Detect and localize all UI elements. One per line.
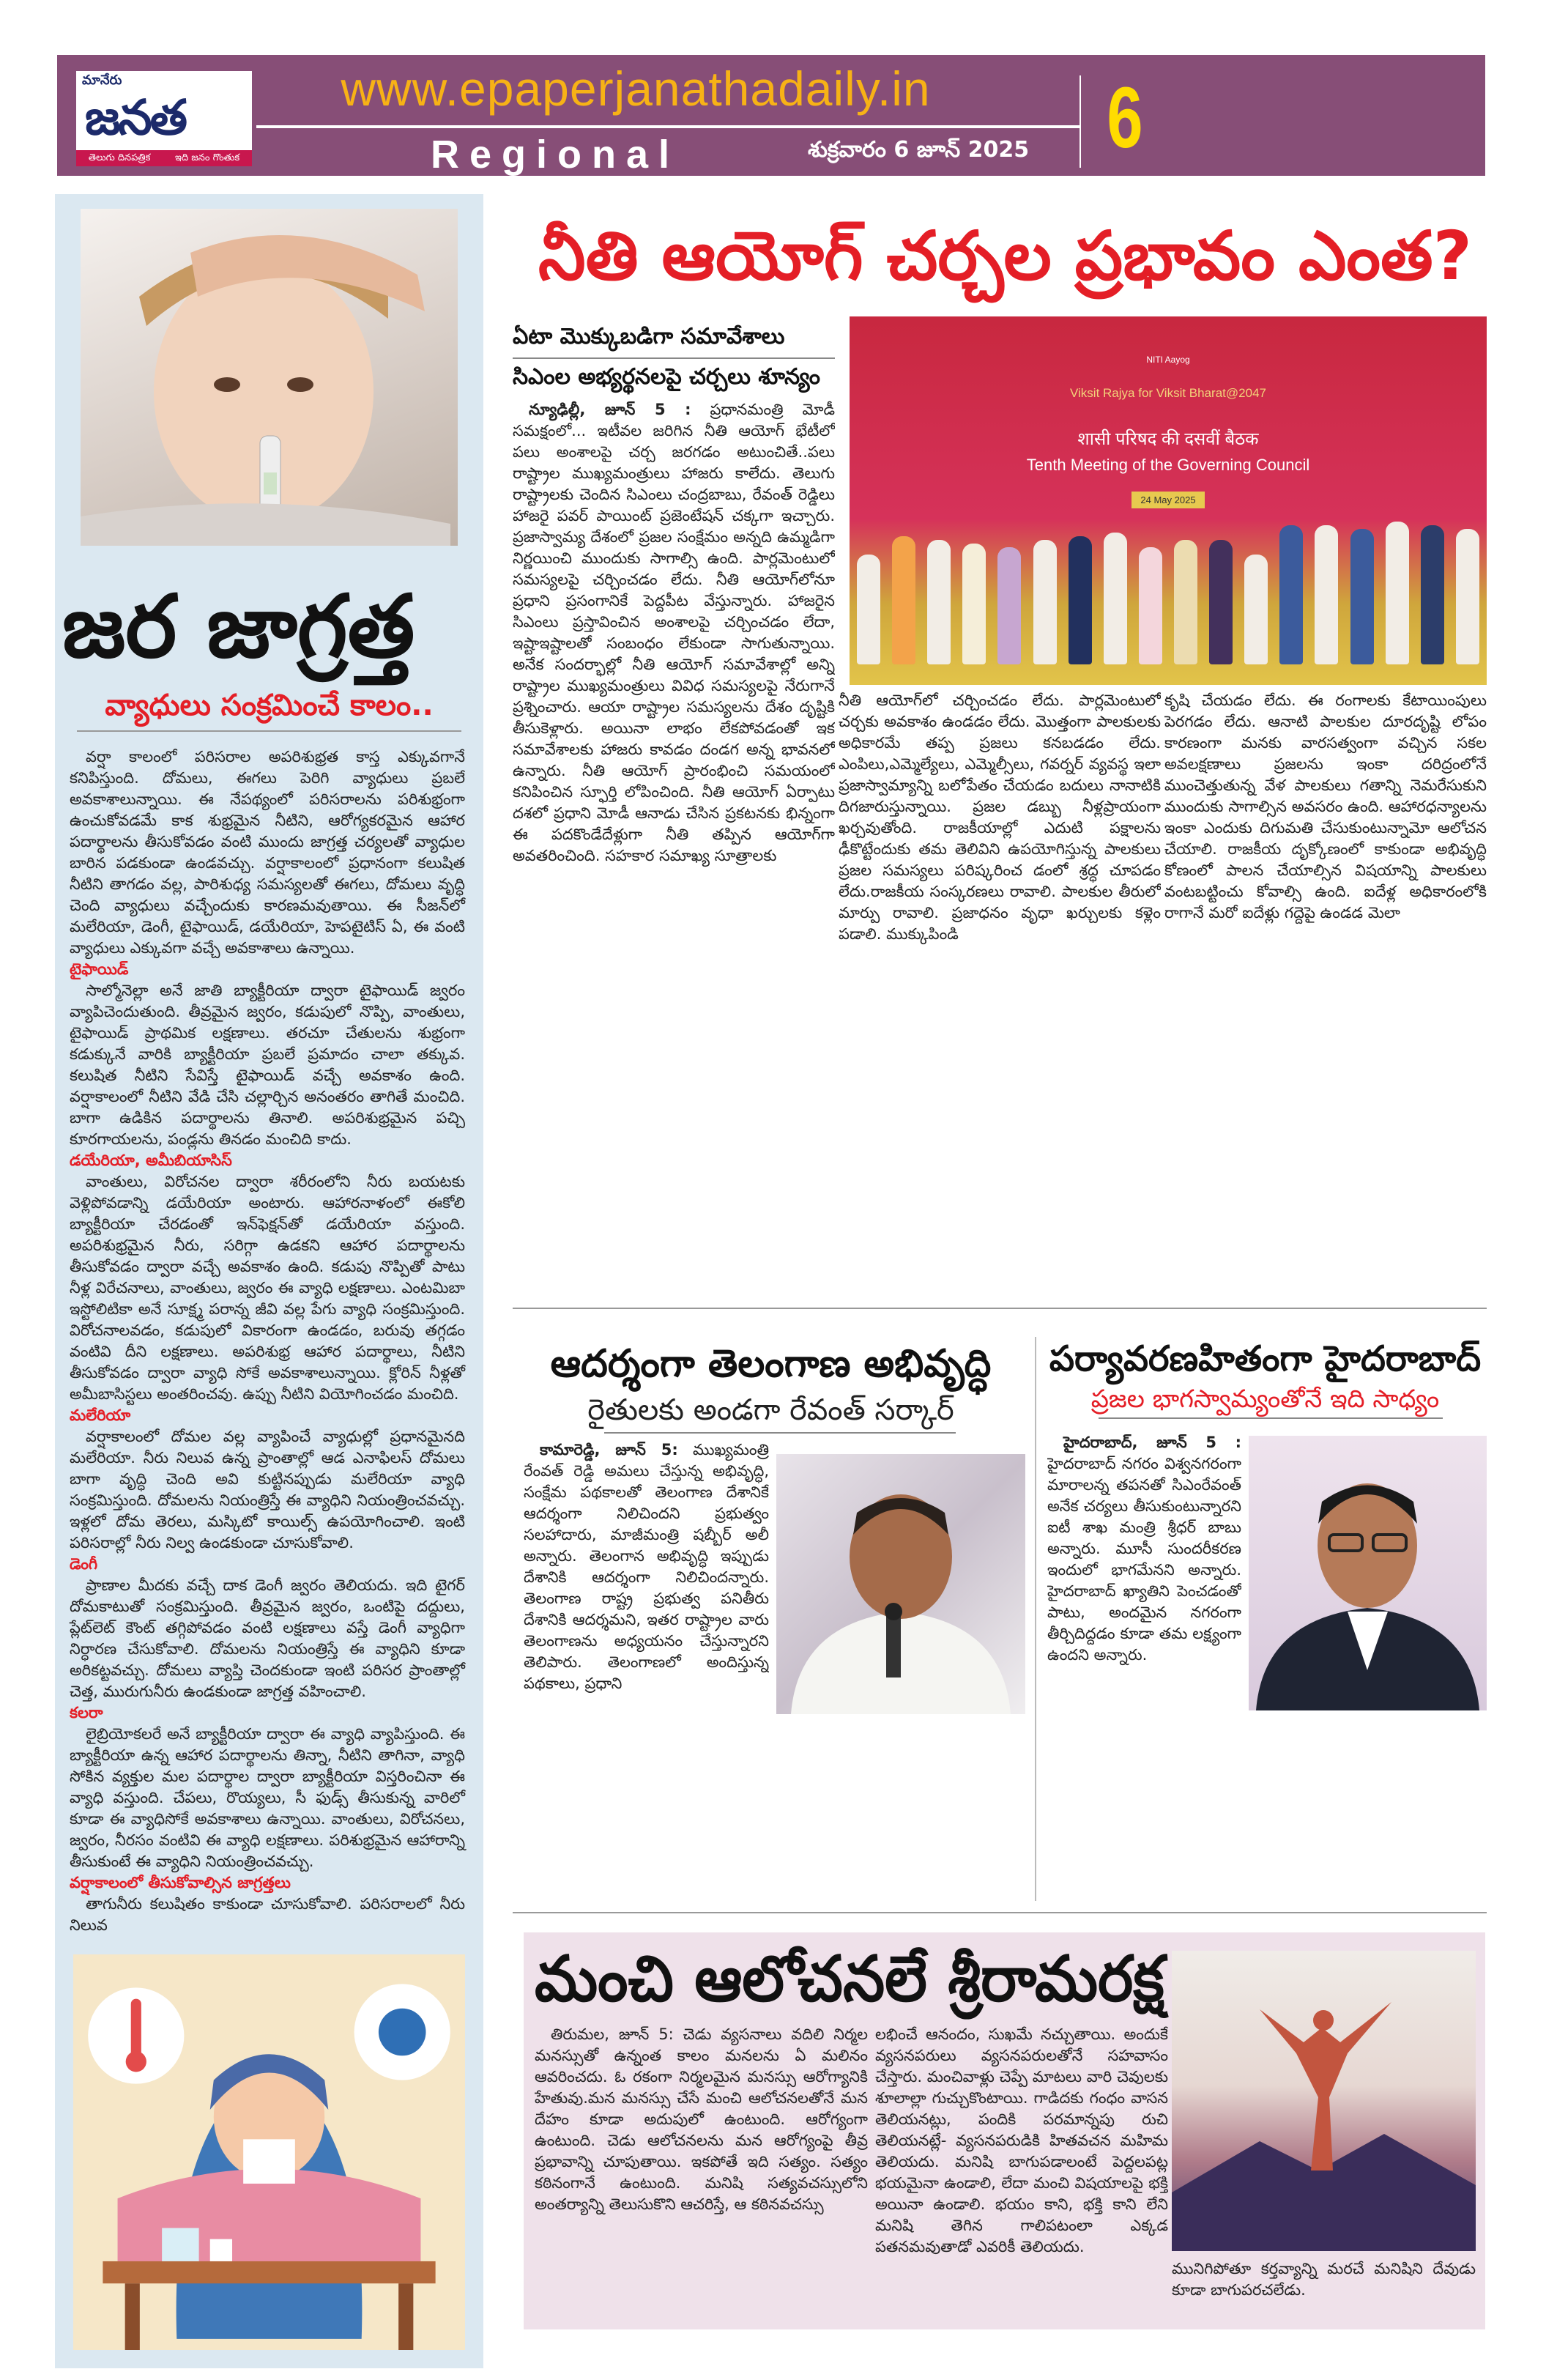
hyderabad-dateline: హైదరాబాద్, జూన్ 5 :: [1063, 1434, 1241, 1451]
section-text: వర్షాకాలంలో దోమల వల్ల వ్యాపించే వ్యాధుల్లో ప్రధానమైనది మలేరియా. నీరు నిలువ ఉన్న ప్రాంతాల్లో ఆడ ఎనాఫిలస్ దోమలు బాగా వృద్ధి చెంది అవి కుట్టినప్పుడు మలేరియా వ్యాధి సంక్రమిస్తుంది. దోమలను నియంత్రిస్తే ఈ వ్యాధిని నియంత్రించవచ్చు. ఇళ్లలో దోమ తెరలు, మస్కిటో కాయిల్స్ ఉపయోగించాలి. ఇంటి పరిసరాల్లో నీరు నిల్వ ఉండకుండా చూసుకోవాలి.: [70, 1428, 465, 1552]
section-text: వాంతులు, విరోచనల ద్వారా శరీరంలోని నీరు బయటకు వెళ్లిపోవడాన్ని డయేరియా అంటారు. ఆహారనాళంలో ఈకోలి బ్యాక్టీరియా చేరడంతో ఇన్‌ఫెక్షన్‌తో డయేరియా వస్తుంది. అపరిశుభ్రమైన నీరు, సరిగ్గా ఉడకని ఆహార పదార్థాలను తీసుకోవడం ద్వారా వచ్చే అవకాశం ఉంది. కడుపు నొప్పితో పాటు నీళ్ల విరేచనాలు, వాంతులు, జ్వరం ఈ వ్యాధి లక్షణాలు. ఎంటమిబా ఇస్టోలిటికా అనే సూక్ష్మ పరాన్న జీవి వల్ల పేగు వ్యాధి సంక్రమిస్తుంది. విరోచనాలవడం, కడుపులో వికారంగా ఉండడం, బరువు తగ్గడం వంటివి దీని లక్షణాలు. అపరిశుభ్ర ఆహార పదార్థాలు, నీటిని తీసుకోవడం ద్వారా వ్యాధి సోకే అవకాశాలున్నాయి. క్లోరిన్ నీళ్లతో అమీబాసిస్టలు అంతరించవు. ఉప్పు నీటిని వియోగించడం మంచిది.: [70, 1173, 465, 1403]
divider: [513, 1308, 1487, 1309]
section-heading: డయేరియా, అమీబియాసిస్: [70, 1152, 232, 1169]
section-text: ప్రాణాల మీదకు వచ్చే దాక డెంగీ జ్వరం తెలియదు. ఇది టైగర్ దోమకాటుతో సంక్రమిస్తుంది. తీవ్రమైన జ్వరం, ఒంటిపై దద్దులు, ప్లేట్‌లెట్ కౌంట్ తగ్గిపోవడం వంటి లక్షణాలు వస్తే డెంగీ వ్యాధిగా నిర్ధారణ చేసుకోవాలి. దోమలను నియంత్రిస్తే ఈ వ్యాధిని కూడా అరికట్టవచ్చు. దోమలు వ్యాప్తి చెందకుండా ఇంటి పరిసర ప్రాంతాల్లో చెత్త, మురుగునీరు ఉండకుండా జాగ్రత్త వహించాలి.: [70, 1576, 465, 1700]
feature-intro: వర్షా కాలంలో పరిసరాల అపరిశుభ్రత కాస్త ఎక్కువగానే కనిపిస్తుంది. దోమలు, ఈగలు పెరిగి వ్యాధులు ప్రబలే అవకాశాలున్నాయి. ఈ నేపథ్యంలో పరిసరాలను పరిశుభ్రంగా ఉంచుకోవడమే కాక శుభ్రమైన నీటిని, ఆరోగ్యకరమైన ఆహార పదార్థాలను తీసుకోవడం వంటి ముందు జాగ్రత్త చర్యలతో వ్యాధుల బారిన పడకుండా ఉండవచ్చు. వర్షాకాలంలో ప్రధానంగా కలుషిత నీటిని తాగడం వల్ల, పారిశుధ్య సమస్యలతో ఈగలు, దోమలు వృద్ధి చెంది వ్యాధులు వచ్చేందుకు కారణమవుతాయి. ఈ సీజన్‌లో మలేరియా, డెంగీ, టైఫాయిడ్, డయేరియా, హెపటైటిస్ ఏ, ఈ వంటి వ్యాధులు ఎక్కువగా వచ్చే అవకాశాలు ఉన్నాయి.: [70, 748, 465, 957]
flu-illustration-image: [73, 1954, 465, 2350]
lead-dateline: న్యూఢిల్లీ, జూన్ 5 :: [529, 401, 691, 418]
sriramaraksha-story-box: [524, 1932, 1485, 2329]
lead-body-column-2: [839, 690, 1161, 1304]
photo-date-text: 24 May 2025: [1131, 492, 1204, 508]
masthead: [57, 55, 1485, 176]
photo-hindi-text: शासी परिषद की दसवीं बैठक: [1077, 429, 1259, 449]
lead-text: కృషి చేయడం లేదు. ఈ రంగాలకు కేటాయింపులు పెరగడం లేదు. ఆనాటి పాలకుల దూరదృష్టి లోపం కారణంగా మనకు వారసత్వంగా వచ్చిన సకల అవలక్షణాలు ప్రజలను ఇంకా దరిద్రంలోనే ముంచెత్తుతున్న వేళ పాలకులు గతాన్ని నెమరేసుకుని ముందుకు సాగాల్సిన అవసరం ఉంది. ఆహారధన్యాలను ఇంకా ఎందుకు దిగుమతి చేసుకుంటున్నామో ఆలోచన చేయాలి. రాజకీయ దృక్కోణంలో కాకుండా అభివృద్ధి కోణంలో పాలన చేయాల్సిన విషయాన్ని పాలకులు వంటబట్టించు కోవాల్సి ఉంది. ఐదేళ్ల అధికారంలోకి రాగానే మరో ఐదేళ్లు గద్దెపై ఉండడ మెలా: [1164, 692, 1487, 922]
sriramaraksha-column-1: [535, 2024, 868, 2321]
minister-image: [1249, 1436, 1487, 1710]
lead-deck-2: సిఎంల అభ్యర్థనలపై చర్చలు శూన్యం: [513, 364, 821, 390]
section-text: తాగునీరు కలుషితం కాకుండా చూసుకోవాలి. పరిసరాలలో నీరు నిలువ: [70, 1895, 465, 1934]
feature-body: [70, 746, 465, 1936]
website-url[interactable]: www.epaperjanathadaily.in: [341, 62, 931, 116]
woman-silhouette-image: [1172, 1951, 1476, 2251]
logo-tag-left: తెలుగు దినపత్రిక: [88, 152, 151, 163]
section-heading: టైఫాయిడ్: [70, 960, 129, 978]
divider: [1099, 1417, 1443, 1419]
divider: [77, 730, 461, 732]
hyderabad-text: హైదరాబాద్ నగరం విశ్వనగరంగా మారాలన్న తపనతో సిఎంరేవంత్ అనేక చర్యలు తీసుకుంటున్నారని ఐటీ శాఖ మంత్రి శ్రీధర్ బాబు అన్నారు. మూసీ సుందరీకరణ ఇందులో భాగమేనని అన్నారు. హైదరాబాద్ ఖ్యాతిని పెంచడంతో పాటు, అందమైన నగరంగా తీర్చిదిద్దడం కూడా తమ లక్ష్యంగా ఉందని అన్నారు.: [1047, 1455, 1241, 1664]
section-heading: డెంగీ: [70, 1555, 98, 1573]
health-feature-panel: [55, 194, 483, 2368]
section-heading: వర్షాకాలంలో తీసుకోవాల్సిన జాగ్రత్తలు: [70, 1874, 291, 1891]
child-thermometer-image: [81, 209, 450, 546]
telangana-text: ముఖ్యమంత్రి రేంవత్ రెడ్డి అమలు చేస్తున్న అభివృద్ధి, సంక్షేమ పథకాలతో తెలంగాణ దేశానికే ఆదర్శంగా నిలిచిందని ప్రభుత్వం సలహాదారు, మాజీమంత్రి షబ్బీర్ అలీ అన్నారు. తెలంగాన అభివృద్ధి ఇప్పుడు దేశానికి ఆదర్శంగా నిలిచిందన్నారు. తెలంగాణ రాష్ట్ర ప్రభుత్వ పనితీరు దేశానికి ఆదర్శమని, ఇతర రాష్ట్రాల వారు తెలంగాణను అధ్యయనం చేస్తున్నారని తెలిపారు. తెలంగాణలో అందిస్తున్న పథకాలు, ప్రధాని: [524, 1441, 769, 1692]
sriramaraksha-text: తిరుమల, జూన్ 5: చెడు వ్యసనాలు వదిలి నిర్మల మనస్సుతో ఉన్నంత కాలం మనలను ఏ మలినం ఆవరించదు. ఓ రకంగా నిర్మలమైన మనస్సు ఆరోగ్యానికి హేతువు.మన మనస్సు చేసే మంచి ఆలోచనలతోనే మన దేహం కూడా అదుపులో ఉంటుంది. ఆరోగ్యంగా ఉంటుంది. చెడు ఆలోచనలను మన ఆరోగ్యంపై తీవ్ర ప్రభావాన్ని చూపుతాయి. ఇకపోతే ఇది సత్యం. సత్యం కఠినంగానే ఉంటుంది. మనిషి సత్యవచస్సులోని అంతర్యాన్ని తెలుసుకొని ఆచరిస్తే, ఆ కఠినవచస్సు: [535, 2025, 868, 2213]
section-text: సాల్మోనెల్లా అనే జాతి బ్యాక్టీరియా ద్వారా టైఫాయిడ్ జ్వరం వ్యాపిచెందుతుంది. తీవ్రమైన జ్వరం, కడుపులో నొప్పి, వాంతులు, టైఫాయిడ్ ప్రాథమిక లక్షణాలు. తరచూ చేతులను శుభ్రంగా కడుక్కునే వారికి బ్యాక్టీరియా ప్రబలే ప్రమాదం చాలా తక్కువ. కలుషిత నీటిని సేవిస్తే టైఫాయిడ్ వచ్చే అవకాశం ఉంది. వర్షాకాలంలో నీటిని వేడి చేసి చల్లార్చిన అనంతరం తాగితే మంచిది. బాగా ఉడికిన పదార్థాలను తినాలి. అపరిశుభ్రమైన పచ్చి కూరగాయలను, పండ్లను తినడం మంచిది కాదు.: [70, 982, 465, 1148]
logo-name: జనత: [85, 89, 185, 146]
sick-woman-illustration: [73, 1954, 465, 2350]
photo-title-text: Tenth Meeting of the Governing Council: [1026, 456, 1310, 474]
photo-org-text: NITI Aayog: [1146, 355, 1190, 365]
logo-tagline-band: [76, 150, 252, 166]
newspaper-logo[interactable]: [76, 71, 252, 166]
logo-tag-right: ఇది జనం గొంతుక: [175, 152, 240, 163]
lead-text: నీతి ఆయోగ్‌లో చర్చించడం లేదు. పార్లమెంటులో చర్చకు అవకాశం ఉండడం లేదు. మొత్తంగా పాలకులకు అధికారమే తప్ప ప్రజలు కనబడడం లేదు. ఎంపిలు,ఎమ్మెల్యేలు, ఎమ్మెల్సీలు, గవర్నర్ వ్యవస్థ ఇలా ప్రజాస్వామ్యాన్ని బలోపేతం చేయడం బదులు నానాటికి దిగజారుస్తున్నాయి. ప్రజల డబ్బు నీళ్లప్రాయంగా ఖర్చవుతోంది. రాజకీయాల్లో ఎదుటి పక్షాలను ఢీకొట్టేందుకు తమ తెలివిని ఉపయోగిస్తున్న పాలకులు ప్రజల సమస్యలు పరిష్కరించ డంలో శ్రద్ధ చూపడం లేదు.రాజకీయ సంస్కరణలు రావాలి. పాలకుల తీరులో మార్పు రావాలి. ప్రజాధనం వృధా ఖర్చులకు కళ్లెం పడాలి. ముక్కుపిండి: [839, 692, 1161, 943]
lead-text: ప్రధానమంత్రి మోడీ సమక్షంలో... ఇటీవల జరిగిన నీతి ఆయోగ్ భేటీలో పలు అంశాలపై చర్చ జరగడం అటుంచితే..పలు రాష్ట్రాల ముఖ్యమంత్రులు హాజరు కాలేదు. తెలుగు రాష్ట్రాలకు చెందిన సిఎంలు చంద్రబాబు, రేవంత్ రెడ్డిలు హాజరై పవర్ పాయింట్ ప్రజెంటేషన్ చక్కగా ఇచ్చారు. ప్రజాస్వామ్య దేశంలో ప్రజల సంక్షేమం అన్నది ఉమ్మడిగా నిర్ణయించి ముందుకు సాగాల్సి ఉంది. పార్లమెంటులో సమస్యలపై చర్చించడం లేదు. నీతి ఆయోగ్‌లోనూ ప్రధాని ప్రసంగానికే పెద్దపీట వేస్తున్నారు. హాజరైన సిఎంలు ప్రస్తావించిన అంశాలపై చర్చించడం లేదా, ఇష్టాఇష్టాలతో సంబంధం లేకుండా సాగుతున్నాయి. అనేక సందర్భాల్లో నీతి ఆయోగ్ సమావేశాల్లో అన్ని రాష్ట్రాల ముఖ్యమంత్రులు వివిధ సమస్యలపై నేరుగానే ప్రశ్నించారు. ఆయా రాష్ట్రాల సమస్యలను దేశం దృష్టికి తీసుకెళ్లారు. అయినా లాభం లేకపోవడంతో ఇక సమావేశాలకు హాజరు కావడం దండగ అన్న భావనలో ఉన్నారు. నీతి ఆయోగ్ ప్రారంభించి సమయంలో కనిపించిన స్ఫూర్తి లోపించింది. నీతి ఆయోగ్ ఏర్పాటు దశలో ప్రధాని మోడీ ఆనాడు చేసిన ప్రకటనకు భిన్నంగా ఈ పదకొండేదేళ్లుగా నీతి తప్పిన ఆయోగ్‌గా అవతరించింది. సహకార సమాఖ్య సూత్రాలకు: [513, 401, 835, 864]
lead-body-column-3: [1164, 690, 1487, 1304]
telangana-body: [524, 1439, 769, 1710]
people-group: [857, 518, 1479, 664]
lead-deck-1: ఏటా మొక్కుబడిగా సమావేశాలు: [513, 324, 785, 349]
hyderabad-headline: పర్యావరణహితంగా హైదరాబాద్: [1049, 1338, 1482, 1379]
lead-body-column-1: [513, 399, 835, 1304]
divider: [513, 1912, 1487, 1913]
shabbir-ali-photo: [776, 1454, 1025, 1714]
sridhar-babu-photo: [1249, 1436, 1487, 1710]
caption-text: మునిగిపోతూ కర్తవ్యాన్ని మరచే మనిషిని దేవుడు కూడా బాగుపరచలేడు.: [1172, 2260, 1476, 2299]
divider: [513, 357, 835, 359]
telangana-dateline: కామారెడ్డి, జూన్ 5:: [540, 1441, 678, 1458]
feature-headline: జర జాగ్రత్త: [62, 576, 415, 677]
hyderabad-body: [1047, 1432, 1241, 1754]
silhouette-photo: [1172, 1951, 1476, 2251]
lead-headline: నీతి ఆయోగ్ చర్చల ప్రభావం ఎంత?: [538, 217, 1472, 295]
header-vertical-divider: [1080, 75, 1081, 168]
sick-child-photo: [81, 209, 458, 546]
feature-subheadline: వ్యాధులు సంక్రమించే కాలం..: [105, 689, 434, 722]
photo-caption: [1172, 2258, 1476, 2321]
hyderabad-subheadline: ప్రజల భాగస్వామ్యంతోనే ఇది సాధ్యం: [1090, 1384, 1440, 1414]
telangana-subheadline: రైతులకు అండగా రేవంత్ సర్కార్: [587, 1393, 954, 1427]
logo-small-text: మానేరు: [82, 73, 122, 88]
page-number: 6: [1107, 70, 1143, 166]
telangana-headline: ఆదర్శంగా తెలంగాణ అభివృద్ధి: [550, 1342, 992, 1386]
speaker-image: [776, 1454, 1025, 1714]
header-divider: [256, 125, 1080, 128]
sriramaraksha-text: లభించే ఆనందం, సుఖమే నచ్చుతాయి. అందుకే వ్యసనపరులు వ్యసనపరులతోనే సహవాసం చేస్తారు. మంచివాళ్లు చెప్పే మాటలు వారి చెవులకు శూలాల్లా గుచ్చుకొంటాయి. గాడిదకు గంధం వాసన తెలియనట్లు, పందికి పరమాన్నపు రుచి తెలియనట్లే- వ్యసనపరుడికి హితవచన మహిమ తెలియదు. మనిషి బాగుపడాలంటే పెద్దలపట్ల భయమైనా ఉండాలి, లేదా మంచి విషయాలపై భక్తి అయినా ఉండాలి. భయం కాని, భక్తి కాని లేని మనిషి తెగిన గాలిపటంలా ఎక్కడ పతనమవుతాడో ఎవరికీ తెలియదు.: [875, 2025, 1168, 2255]
divider: [604, 1432, 956, 1434]
sriramaraksha-headline: మంచి ఆలోచనలే శ్రీరామరక్ష: [535, 1943, 1164, 2016]
photo-theme-text: Viksit Rajya for Viksit Bharat@2047: [1070, 386, 1266, 400]
column-divider: [1035, 1337, 1036, 1901]
issue-date: శుక్రవారం 6 జూన్ 2025: [808, 137, 1030, 163]
niti-aayog-group-photo: [850, 316, 1487, 685]
section-name: Regional: [431, 133, 680, 177]
section-text: లైబ్రియోకలరే అనే బ్యాక్టీరియా ద్వారా ఈ వ్యాధి వ్యాపిస్తుంది. ఈ బ్యాక్టీరియా ఉన్న ఆహార పదార్థాలను తిన్నా, నీటిని తాగినా, వ్యాధి సోకిన వ్యక్తుల మల పదార్థాల ద్వారా బ్యాక్టీరియా విస్తరించినా ఈ వ్యాధి వస్తుంది. చేపలు, రొయ్యలు, సీ ఫుడ్స్ తీసుకున్న వారిలో కూడా ఈ వ్యాధిసోకే అవకాశాలు ఉన్నాయి. వాంతులు, విరోచనలు, జ్వరం, నీరసం వంటివి ఈ వ్యాధి లక్షణాలు. పరిశుభ్రమైన ఆహారాన్ని తీసుకుంటే ఈ వ్యాధిని నియంత్రించవచ్చు.: [70, 1725, 465, 1870]
section-heading: మలేరియా: [70, 1406, 131, 1424]
section-heading: కలరా: [70, 1704, 103, 1721]
sriramaraksha-column-2: [875, 2024, 1168, 2321]
